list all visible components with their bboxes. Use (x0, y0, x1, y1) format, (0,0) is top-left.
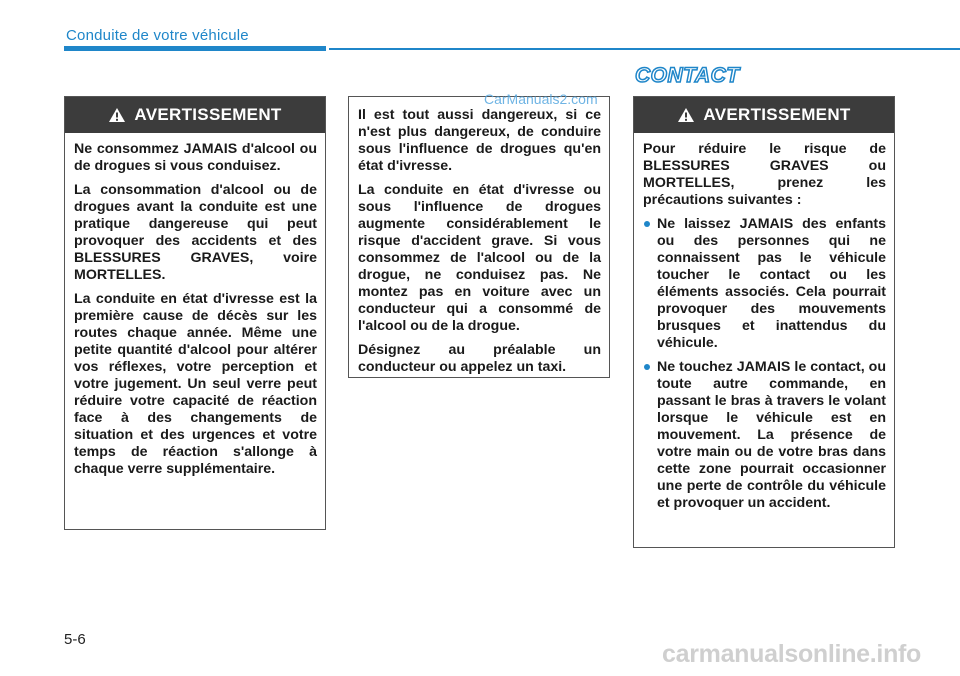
warning-paragraph: Ne consommez JAMAIS d'alcool ou de drogues si vous conduisez. (74, 141, 317, 174)
warning-bullet-list (643, 216, 886, 512)
warning-box-contact (633, 96, 895, 548)
warning-box-alcohol (64, 96, 326, 530)
warning-paragraph: Désignez au préalable un conducteur ou appelez un taxi. (358, 342, 601, 375)
list-item: Ne laissez JAMAIS des enfants ou des personnes qui ne connaissent pas le véhicule toucher le contact ou les éléments associés. Cela pourrait provoquer des mouvements brusques et inattendus du véhicule. (643, 216, 886, 352)
warning-triangle-icon (108, 107, 126, 123)
warning-triangle-icon (677, 107, 695, 123)
chapter-title: Conduite de votre véhicule (66, 27, 249, 44)
warning-title: AVERTISSEMENT (134, 105, 282, 124)
footer-brand: carmanualsonline.info (662, 640, 922, 668)
warning-body (65, 133, 325, 486)
warning-body (634, 133, 894, 527)
header-rule-thick (64, 46, 326, 51)
section-title: CONTACT (635, 64, 740, 87)
warning-paragraph: La conduite en état d'ivresse ou sous l'influence de drogues augmente considérablement le risque d'accident grave. Si vous consommez de l'alcool ou de la drogue, ne conduisez pas. Ne montez pas en voiture avec un conducteur qui a consommé de l'alcool ou de la drogue. (358, 182, 601, 334)
warning-paragraph: La consommation d'alcool ou de drogues avant la conduite est une pratique dangereuse qui peut provoquer des accidents et des BLESSURES GRAVES, voire MORTELLES. (74, 182, 317, 283)
page-number: 5-6 (64, 631, 86, 648)
warning-title: AVERTISSEMENT (703, 105, 851, 124)
warning-paragraph: Il est tout aussi dangereux, si ce n'est plus dangereux, de conduire sous l'influence de drogues qu'en état d'ivresse. (358, 107, 601, 174)
watermark: CarManuals2.com (484, 91, 598, 107)
warning-body (349, 97, 609, 384)
warning-header (65, 97, 325, 133)
warning-header (634, 97, 894, 133)
warning-box-continued (348, 96, 610, 378)
warning-intro: Pour réduire le risque de BLESSURES GRAVES ou MORTELLES, prenez les précautions suivantes : (643, 141, 886, 208)
list-item: Ne touchez JAMAIS le contact, ou toute autre commande, en passant le bras à travers le volant lorsque le véhicule est en mouvement. La présence de votre main ou de votre bras dans cette zone pourrait occasionner une perte de contrôle du véhicule et provoquer un accident. (643, 359, 886, 512)
warning-paragraph: La conduite en état d'ivresse est la première cause de décès sur les routes chaque année. Même une petite quantité d'alcool pour altérer vos réflexes, votre perception et votre jugement. Un seul verre peut réduire votre capacité de réaction face à des changements de situation et des urgences et votre temps de réaction s'allonge à chaque verre supplémentaire. (74, 291, 317, 477)
header-rule-thin (329, 48, 960, 50)
